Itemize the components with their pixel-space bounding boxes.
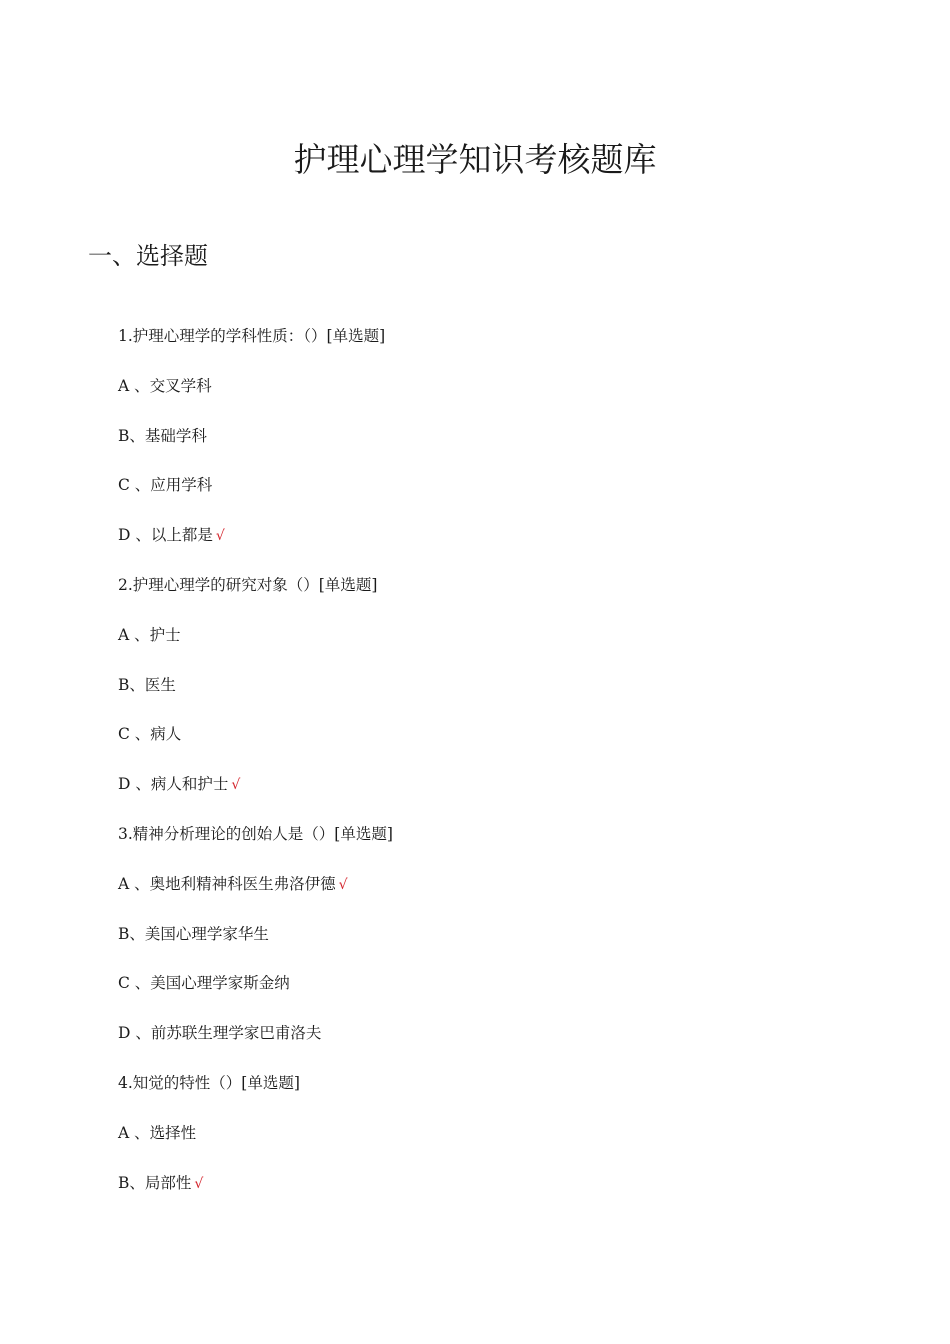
check-mark-icon: √ xyxy=(194,1175,204,1192)
option-text: C 、病人 xyxy=(118,725,182,744)
question-stem-text: 3.精神分析理论的创始人是（）[单选题] xyxy=(118,824,393,843)
answer-option xyxy=(118,1167,878,1217)
check-mark-icon: √ xyxy=(231,777,241,794)
option-text: B、美国心理学家华生 xyxy=(118,924,269,943)
answer-option xyxy=(118,868,878,918)
answer-option xyxy=(118,768,878,818)
option-text: D 、以上都是 xyxy=(118,526,213,545)
question-stem xyxy=(118,320,878,370)
document-title: 护理心理学知识考核题库 xyxy=(293,140,657,179)
answer-option xyxy=(118,718,878,768)
option-text: D 、病人和护士 xyxy=(118,775,229,794)
answer-option xyxy=(118,370,878,420)
question-stem xyxy=(118,569,878,619)
question-list xyxy=(118,320,878,1216)
option-text: B、局部性 xyxy=(118,1173,192,1192)
answer-option xyxy=(118,918,878,968)
question-stem-text: 1.护理心理学的学科性质：（）[单选题] xyxy=(118,327,386,345)
question-stem xyxy=(118,1067,878,1117)
answer-option xyxy=(118,469,878,519)
check-mark-icon: √ xyxy=(338,876,348,893)
answer-option xyxy=(118,1117,878,1167)
option-text: A 、选择性 xyxy=(118,1123,197,1142)
answer-option xyxy=(118,420,878,470)
option-text: C 、应用学科 xyxy=(118,476,213,495)
check-mark-icon: √ xyxy=(215,528,225,545)
option-text: A 、奥地利精神科医生弗洛伊德 xyxy=(118,874,336,893)
answer-option xyxy=(118,619,878,669)
question-stem-text: 4.知觉的特性（）[单选题] xyxy=(118,1073,300,1092)
option-text: A 、交叉学科 xyxy=(118,376,212,395)
answer-option xyxy=(118,967,878,1017)
option-text: B、基础学科 xyxy=(118,426,207,445)
answer-option xyxy=(118,519,878,569)
question-stem xyxy=(118,818,878,868)
question-stem-text: 2.护理心理学的研究对象（）[单选题] xyxy=(118,575,378,594)
option-text: C 、美国心理学家斯金纳 xyxy=(118,974,290,993)
answer-option xyxy=(118,1017,878,1067)
option-text: B、医生 xyxy=(118,675,176,694)
section-heading: 一、选择题 xyxy=(88,242,208,270)
answer-option xyxy=(118,669,878,719)
option-text: A 、护士 xyxy=(118,625,181,644)
option-text: D 、前苏联生理学家巴甫洛夫 xyxy=(118,1024,322,1043)
